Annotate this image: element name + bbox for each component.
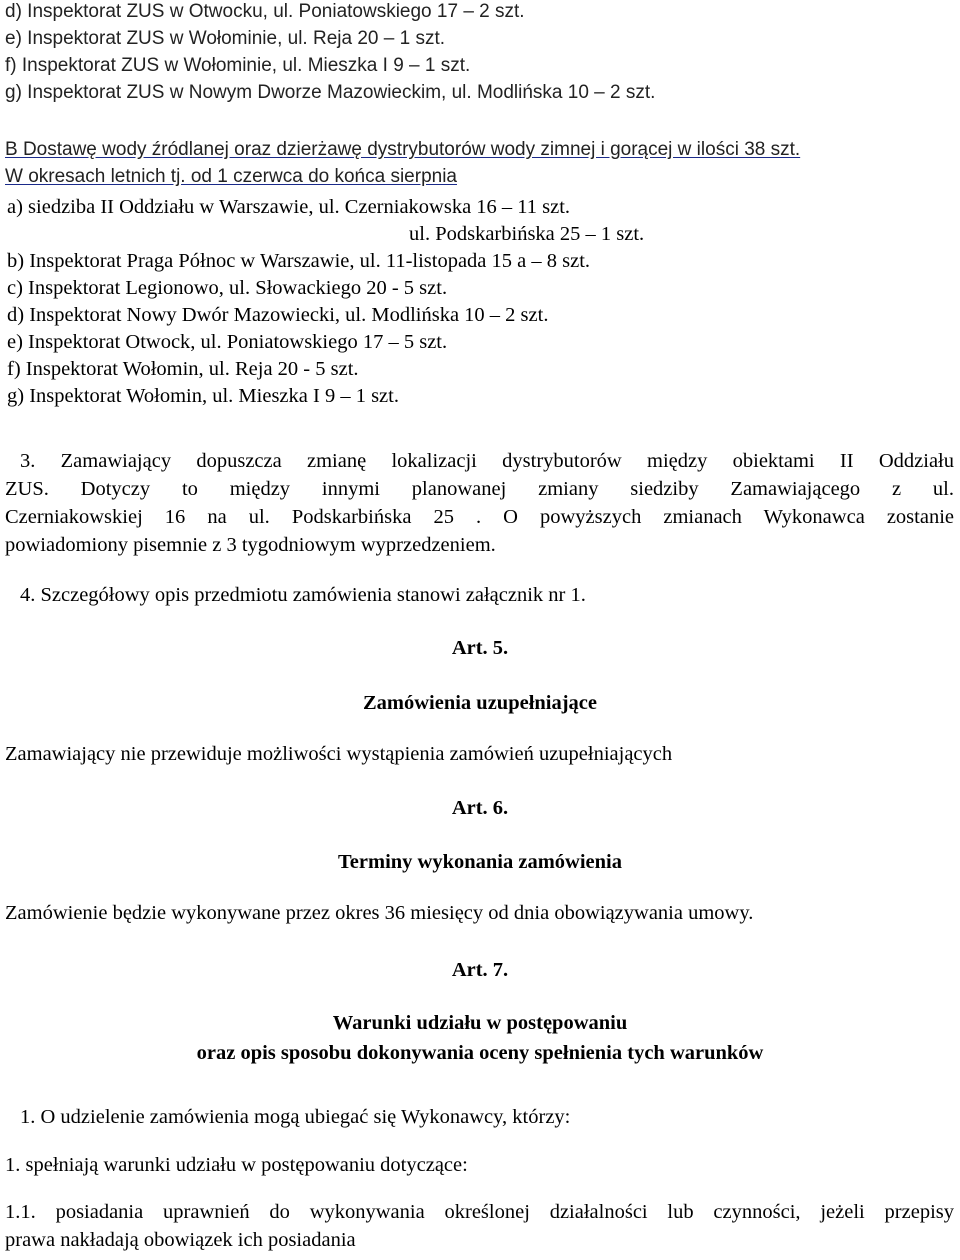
location-b: b) Inspektorat Praga Północ w Warszawie, ul. 11-listopada 15 a – 8 szt. (7, 250, 591, 272)
paragraph-4: 4. Szczegółowy opis przedmiotu zamówienia stanowi załącznik nr 1. (20, 584, 586, 606)
article-5-number: Art. 5. (451, 637, 509, 659)
paragraph-3-line-3: Czerniakowskiej 16 na ul. Podskarbińska 25 . O powyższych zmianach Wykonawca zostanie (5, 506, 954, 528)
article-7-point-1-1-1-line-1: 1.1. posiadania uprawnień do wykonywania określonej działalności lub czynności, jeżeli przepisy (5, 1201, 954, 1223)
paragraph-3-line-2: ZUS. Dotyczy to między innymi planowanej zmiany siedziby Zamawiającego z ul. (5, 478, 954, 500)
article-6-number: Art. 6. (451, 797, 509, 819)
article-6-body: Zamówienie będzie wykonywane przez okres 36 miesięcy od dnia obowiązywania umowy. (5, 902, 754, 924)
article-7-number: Art. 7. (451, 959, 509, 981)
location-line-g-zus: g) Inspektorat ZUS w Nowym Dworze Mazowieckim, ul. Modlińska 10 – 2 szt. (5, 82, 656, 103)
article-7-title-line-1: Warunki udziału w postępowaniu (332, 1012, 628, 1034)
article-7-point-1: 1. O udzielenie zamówienia mogą ubiegać się Wykonawcy, którzy: (20, 1106, 571, 1128)
location-c: c) Inspektorat Legionowo, ul. Słowackiego 20 - 5 szt. (7, 277, 448, 299)
article-7-point-1-1-1-line-2: prawa nakładają obowiązek ich posiadania (5, 1229, 356, 1251)
location-f: f) Inspektorat Wołomin, ul. Reja 20 - 5 szt. (7, 358, 359, 380)
article-7-point-1-1: 1. spełniają warunki udziału w postępowaniu dotyczące: (5, 1154, 468, 1176)
location-line-f-zus: f) Inspektorat ZUS w Wołominie, ul. Mieszka I 9 – 1 szt. (5, 55, 471, 76)
article-6-title: Terminy wykonania zamówienia (338, 851, 622, 873)
article-5-body: Zamawiający nie przewiduje możliwości wystąpienia zamówień uzupełniających (5, 743, 673, 765)
paragraph-3-line-4: powiadomiony pisemnie z 3 tygodniowym wyprzedzeniem. (5, 534, 496, 556)
location-g: g) Inspektorat Wołomin, ul. Mieszka I 9 – 1 szt. (7, 385, 399, 407)
section-b-period: W okresach letnich tj. od 1 czerwca do końca sierpnia (5, 166, 457, 187)
section-b-heading: B Dostawę wody źródlanej oraz dzierżawę dystrybutorów wody zimnej i gorącej w ilości 38 szt. (5, 139, 801, 160)
article-5-title: Zamówienia uzupełniające (362, 692, 598, 714)
location-a: a) siedziba II Oddziału w Warszawie, ul. Czerniakowska 16 – 11 szt. (7, 196, 571, 218)
location-e: e) Inspektorat Otwock, ul. Poniatowskiego 17 – 5 szt. (7, 331, 448, 353)
location-line-d-zus: d) Inspektorat ZUS w Otwocku, ul. Poniatowskiego 17 – 2 szt. (5, 1, 525, 22)
article-7-title-line-2: oraz opis sposobu dokonywania oceny spełnienia tych warunków (196, 1042, 764, 1064)
paragraph-3-line-1: 3. Zamawiający dopuszcza zmianę lokalizacji dystrybutorów między obiektami II Oddziału (20, 450, 954, 472)
location-line-e-zus: e) Inspektorat ZUS w Wołominie, ul. Reja 20 – 1 szt. (5, 28, 445, 49)
location-d: d) Inspektorat Nowy Dwór Mazowiecki, ul. Modlińska 10 – 2 szt. (7, 304, 549, 326)
location-a-second-address: ul. Podskarbińska 25 – 1 szt. (409, 223, 645, 245)
